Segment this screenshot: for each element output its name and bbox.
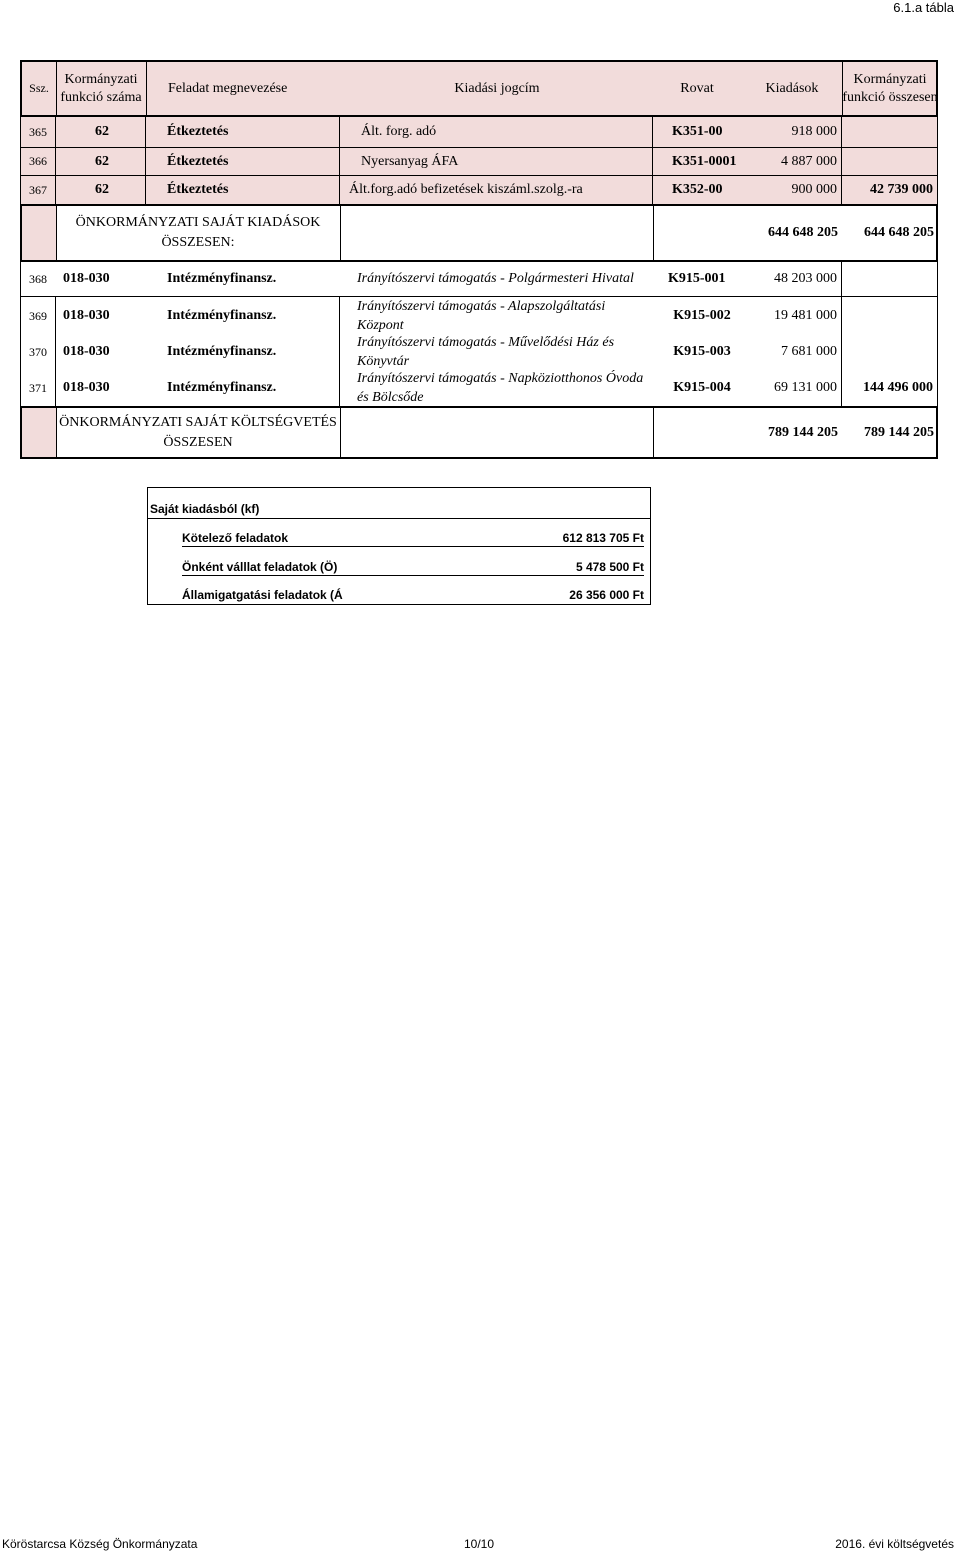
summary-item-value: 5 478 500 Ft	[575, 560, 644, 574]
table-header	[20, 60, 938, 117]
row-funkcio: 62	[95, 182, 109, 197]
row-funkcio: 62	[95, 124, 109, 139]
row-osszesen	[841, 333, 933, 371]
total-osszesen: 644 648 205	[864, 225, 934, 240]
footer-page: 10/10	[464, 1537, 495, 1551]
row-jogcim: Irányítószervi támogatás - Alapszolgáltatási Központ	[357, 299, 606, 333]
summary-item	[182, 557, 644, 576]
row-rovat: K915-004	[673, 380, 731, 395]
row-osszesen	[841, 297, 933, 335]
row-osszesen: 144 496 000	[863, 380, 933, 395]
header-funkcio: Kormányzati funkció száma	[60, 71, 142, 105]
summary-item-value: 612 813 705 Ft	[562, 531, 644, 545]
summary-item-label: Önként válllat feladatok (Ö)	[182, 560, 338, 574]
summary-title: Saját kiadásból (kf)	[150, 502, 260, 516]
row-jogcim: Ált.forg.adó befizetések kiszáml.szolg.-ra	[349, 182, 583, 197]
row-feladat: Étkeztetés	[167, 124, 229, 139]
header-jogcim: Kiadási jogcím	[454, 80, 540, 96]
row-kiadas: 7 681 000	[781, 344, 837, 359]
row-osszesen: 42 739 000	[870, 182, 933, 197]
row-ssz: 369	[29, 308, 47, 323]
row-funkcio: 018-030	[63, 271, 110, 286]
row-jogcim: Ált. forg. adó	[361, 124, 437, 139]
header-osszesen: Kormányzati funkció összesen	[842, 71, 938, 105]
summary-item-label: Kötelező feladatok	[182, 531, 289, 545]
table-row	[21, 333, 937, 371]
total-label: ÖNKORMÁNYZATI SAJÁT KÖLTSÉGVETÉS ÖSSZESEN	[59, 414, 337, 450]
total-label: ÖNKORMÁNYZATI SAJÁT KIADÁSOK ÖSSZESEN:	[75, 215, 321, 250]
row-rovat: K351-00	[672, 124, 723, 139]
row-rovat: K352-00	[672, 182, 723, 197]
table-row	[21, 297, 937, 335]
header-ssz: Ssz.	[29, 81, 49, 95]
header-kiadasok: Kiadások	[765, 80, 819, 96]
row-ssz: 370	[29, 344, 47, 359]
header-feladat: Feladat megnevezése	[168, 80, 288, 96]
row-kiadas: 918 000	[791, 124, 837, 139]
row-feladat: Intézményfinansz.	[167, 271, 277, 286]
row-rovat: K915-002	[673, 308, 731, 323]
summary-item-label: Államigatgatási feladatok (Á	[182, 588, 343, 602]
row-kiadas: 69 131 000	[774, 380, 837, 395]
row-ssz: 371	[29, 380, 47, 395]
row-funkcio: 018-030	[63, 344, 110, 359]
row-ssz: 368	[29, 271, 47, 286]
footer-left: Köröstarcsa Község Önkormányzata	[2, 1537, 198, 1551]
row-rovat: K915-001	[668, 271, 726, 286]
row-jogcim: Nyersanyag ÁFA	[361, 153, 459, 169]
total-row	[20, 204, 938, 262]
table-row	[20, 117, 938, 147]
row-funkcio: 018-030	[63, 308, 110, 323]
table-row	[20, 147, 938, 175]
row-funkcio: 018-030	[63, 380, 110, 395]
row-feladat: Étkeztetés	[167, 153, 229, 169]
row-ssz: 366	[29, 154, 47, 168]
summary-item	[182, 585, 644, 603]
row-osszesen	[841, 148, 933, 175]
row-jogcim: Irányítószervi támogatás - Napköziotthonos Óvoda és Bölcsőde	[357, 371, 644, 405]
table-row	[20, 175, 938, 204]
row-feladat: Étkeztetés	[167, 182, 229, 197]
row-jogcim: Irányítószervi támogatás - Polgármesteri Hivatal	[357, 271, 634, 286]
header-rovat: Rovat	[680, 80, 714, 96]
row-jogcim: Irányítószervi támogatás - Művelődési Ház és Könyvtár	[357, 335, 615, 369]
row-kiadas: 48 203 000	[774, 271, 837, 286]
row-ssz: 367	[29, 182, 47, 197]
table-row	[21, 369, 937, 407]
table-row	[20, 262, 938, 296]
total-kiadas: 789 144 205	[768, 424, 838, 440]
summary-box	[147, 487, 651, 605]
row-kiadas: 900 000	[791, 182, 837, 197]
total-osszesen: 789 144 205	[864, 424, 934, 440]
footer-right: 2016. évi költségvetés	[835, 1537, 954, 1551]
total-row	[20, 406, 938, 459]
row-funkcio: 62	[95, 153, 109, 169]
row-feladat: Intézményfinansz.	[167, 308, 277, 323]
row-kiadas: 19 481 000	[774, 308, 837, 323]
summary-item	[182, 528, 644, 547]
row-rovat: K915-003	[673, 344, 731, 359]
total-kiadas: 644 648 205	[768, 225, 838, 240]
row-feladat: Intézményfinansz.	[167, 380, 277, 395]
row-osszesen	[841, 117, 933, 147]
page-label: 6.1.a tábla	[893, 0, 954, 15]
row-osszesen	[841, 262, 933, 296]
summary-item-value: 26 356 000 Ft	[569, 588, 644, 602]
row-kiadas: 4 887 000	[781, 153, 837, 169]
row-group	[20, 296, 938, 406]
row-ssz: 365	[29, 124, 47, 139]
row-feladat: Intézményfinansz.	[167, 344, 277, 359]
row-rovat: K351-0001	[672, 153, 737, 169]
